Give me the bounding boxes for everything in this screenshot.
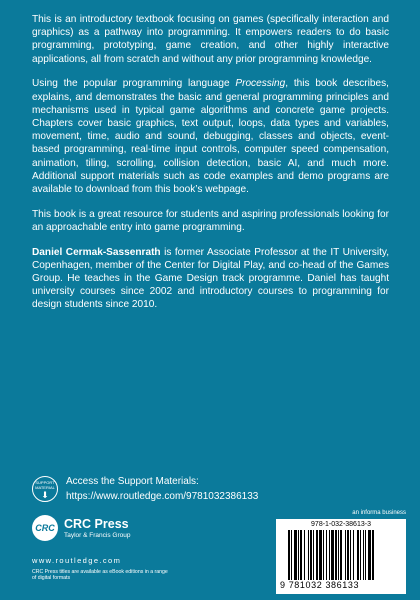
- support-title: Access the Support Materials:: [66, 476, 199, 487]
- support-material-badge: [32, 476, 58, 502]
- blurb-paragraph-audience: This book is a great resource for students and aspiring professionals looking for an approachable entry into game programming.: [32, 208, 389, 233]
- barcode-box: [276, 519, 406, 594]
- barcode-area: [276, 510, 406, 594]
- publisher-block: [32, 515, 182, 545]
- blurb-text-before: Using the popular programming language: [32, 78, 236, 90]
- barcode-icon: [288, 530, 394, 580]
- barcode-number: 9 781032 386133: [280, 580, 360, 590]
- badge-label: SUPPORT MATERIAL: [35, 480, 55, 490]
- author-name: Daniel Cermak-Sassenrath: [32, 246, 161, 258]
- author-bio-text: is former Associate Professor at the IT University, Copenhagen, member of the Center for Digital Play, and co-head of the Games Group. He teaches in the Game Design track programme. Daniel has taught university courses since 2002 and introductory courses to programming for design students since 2010.: [32, 246, 389, 311]
- ebook-note: CRC Press titles are available as eBook editions in a range of digital formats: [32, 569, 168, 582]
- support-url-link[interactable]: https://www.routledge.com/9781032386133: [66, 491, 259, 502]
- author-bio: [32, 246, 389, 312]
- language-name: Processing: [235, 78, 286, 90]
- back-cover-blurb: [32, 13, 389, 323]
- support-materials: [32, 476, 292, 504]
- download-icon: ⬇: [41, 490, 49, 500]
- blurb-text-after: , this book describes, explains, and demonstrates the basic and general programming principles and mechanisms used in typical game algorithms and concrete game projects. Chapters cover basic graphics, text output, loops, data types and variables, movement, time, audio and sound, debugging, classes and objects, event-based programming, real-time input controls, computer speed compensation, animation, tiling, scrolling, collision detection, basic AI, and much more. Additional support materials such as code examples and demo programs are available to download from this book’s webpage.: [32, 78, 389, 195]
- crc-logo-icon: CRC: [32, 515, 58, 541]
- blurb-paragraph-intro: This is an introductory textbook focusing on games (specifically interaction and graphics) as a pathway into programming. It empowers readers to do basic programming, prototyping, game creation, and other highly interactive applications, all from scratch and without any prior programming knowledge.: [32, 14, 389, 65]
- publisher-group: Taylor & Francis Group: [64, 532, 131, 539]
- blurb-paragraph-content: [32, 77, 389, 196]
- publisher-website[interactable]: www.routledge.com: [32, 556, 122, 565]
- publisher-name: CRC Press: [64, 517, 129, 531]
- informa-business-label: an informa business: [352, 510, 406, 516]
- isbn-label: 978-1-032-38613-3: [311, 521, 371, 528]
